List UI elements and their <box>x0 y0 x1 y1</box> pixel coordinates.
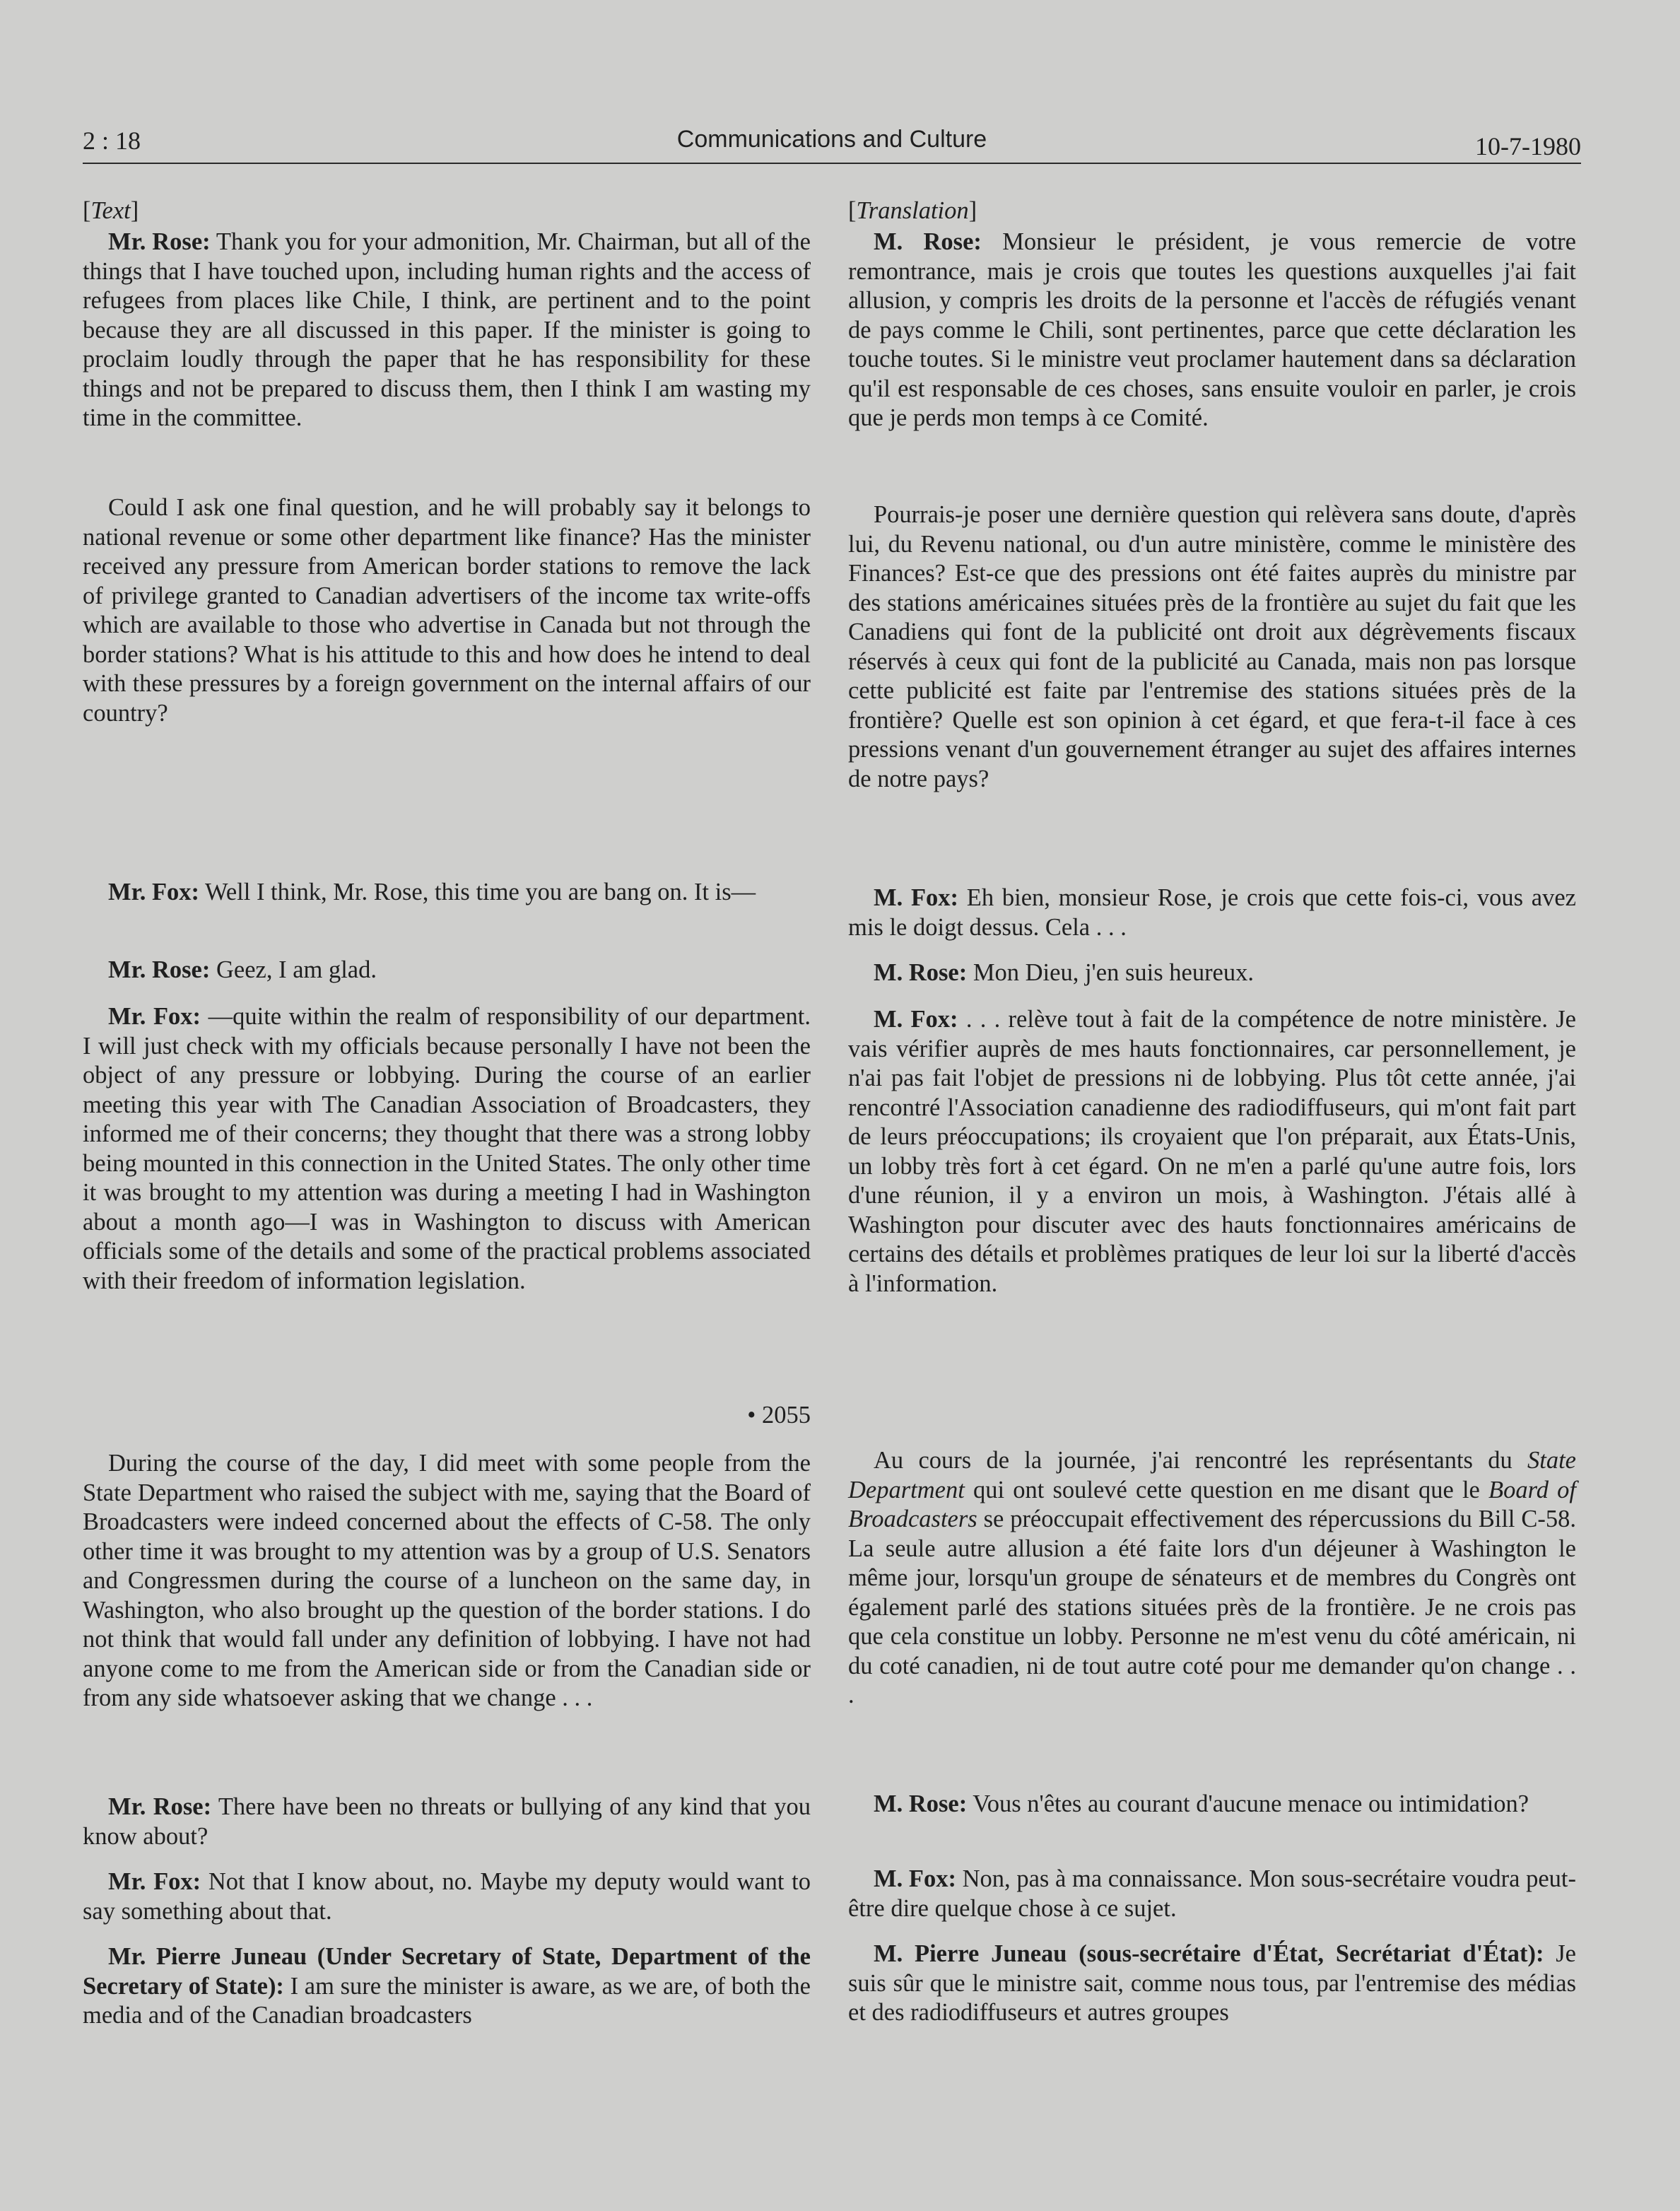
paragraph: Mr. Fox: —quite within the realm of responsibility of our department. I will just check with my officials because personally I have not been the object of any pressure or lobbying. During the course of an earlier meeting this year with The Canadian Association of Broadcasters, they informed me of their concerns; they thought that there was a strong lobby being mounted in this connection in the United States. The only other time it was brought to my attention was during a meeting I had in Washington about a month ago—I was in Washington to discuss with American officials some of the details and some of the practical problems associated with their freedom of information legislation. <box>83 1003 811 1294</box>
paragraph: Mr. Rose: There have been no threats or bullying of any kind that you know about? <box>83 1793 811 1850</box>
time-marker: • 2055 <box>747 1402 811 1429</box>
paragraph: Pourrais-je poser une dernière question qui relèvera sans doute, d'après lui, du Revenu national, ou d'un autre ministère, comme le ministère des Finances? Est-ce que des pressions ont été faites auprès du ministre par des stations américaines situées près de la frontière au sujet du fait que les Canadiens qui font de la publicité ont droit aux dégrèvements fiscaux réservés à ceux qui font de la publicité au Canada, mais non pas lorsque cette publicité est faite par l'entremise des stations situées près de la frontière? Quelle est son opinion à cet égard, et que fera-t-il face à ces pressions venant d'un gouvernement étranger au sujet des affaires internes de notre pays? <box>848 501 1576 792</box>
english-column <box>83 197 811 2190</box>
section-label-text: Translation <box>856 197 969 224</box>
speaker-name: M. Fox: <box>874 1006 958 1033</box>
paragraph: M. Pierre Juneau (sous-secrétaire d'État, Secrétariat d'État): Je suis sûr que le ministre sait, comme nous tous, par l'entremise des médias et des radiodiffuseurs et autres groupes <box>848 1940 1576 2026</box>
speaker-name: Mr. Rose: <box>108 956 211 983</box>
speaker-name: Mr. Fox: <box>108 1003 201 1030</box>
section-label: [Translation] <box>848 197 977 224</box>
paragraph: Mr. Pierre Juneau (Under Secretary of State, Department of the Secretary of State): I am sure the minister is aware, as we are, of both the media and of the Canadian broadcasters <box>83 1943 811 2029</box>
page-date: 10-7-1980 <box>1475 132 1581 160</box>
page-number: 2 : 18 <box>83 127 141 155</box>
speaker-name: Mr. Rose: <box>108 1793 212 1820</box>
page-title: Communications and Culture <box>676 126 987 153</box>
paragraph: Mr. Rose: Thank you for your admonition, Mr. Chairman, but all of the things that I have touched upon, including human rights and the access of refugees from places like Chile, I think, are pertinent and to the point because they are all discussed in this paper. If the minister is going to proclaim loudly through the paper that he has responsibility for these things and not be prepared to discuss them, then I think I am wasting my time in the committee. <box>83 228 811 431</box>
speaker-name: Mr. Pierre Juneau (Under Secretary of State, Department of the Secretary of State): <box>83 1943 811 2000</box>
paragraph: Au cours de la journée, j'ai rencontré les représentants du State Department qui ont soulevé cette question en me disant que le Board of Broadcasters se préoccupait effectivement des répercussions du Bill C-58. La seule autre allusion a été faite lors d'un déjeuner à Washington le même jour, lorsqu'un groupe de sénateurs et de membres du Congrès ont également parlé des stations situées près de la frontière. Je ne crois pas que cela constitue un lobby. Personne ne m'est venu du côté américain, ni du coté canadien, ni de tout autre coté pour me demander qu'on change . . . <box>848 1447 1577 1708</box>
speaker-name: M. Fox: <box>874 884 959 911</box>
section-label: [Text] <box>83 197 139 224</box>
paragraph: Mr. Rose: Geez, I am glad. <box>108 956 377 983</box>
speaker-name: Mr. Rose: <box>108 228 211 255</box>
paragraph: M. Rose: Monsieur le président, je vous remercie de votre remontrance, mais je crois que toutes les questions auxquelles j'ai fait allusion, y compris les droits de la personne et l'accès de réfugiés venant de pays comme le Chili, sont pertinentes, parce que cette déclaration les touche toutes. Si le ministre veut proclamer hautement dans sa déclaration qu'il est responsable de ces choses, sans ensuite vouloir en parler, je crois que je perds mon temps à ce Comité. <box>848 228 1576 431</box>
speaker-name: M. Rose: <box>874 959 968 986</box>
paragraph: M. Fox: Eh bien, monsieur Rose, je crois que cette fois-ci, vous avez mis le doigt dessus. Cela . . . <box>848 884 1576 941</box>
french-column <box>848 197 1576 2190</box>
speaker-name: M. Pierre Juneau (sous-secrétaire d'État, Secrétariat d'État): <box>874 1940 1544 1967</box>
paragraph: M. Rose: Vous n'êtes au courant d'aucune menace ou intimidation? <box>874 1790 1529 1817</box>
paragraph: Could I ask one final question, and he will probably say it belongs to national revenue or some other department like finance? Has the minister received any pressure from American border stations to remove the lack of privilege granted to Canadian advertisers of the income tax write-offs which are available to those who advertise in Canada but not through the border stations? What is his attitude to this and how does he intend to deal with these pressures by a foreign government on the internal affairs of our country? <box>83 494 811 727</box>
paragraph: Mr. Fox: Not that I know about, no. Maybe my deputy would want to say something about that. <box>83 1868 811 1925</box>
speaker-name: Mr. Fox: <box>108 1868 201 1895</box>
paragraph: During the course of the day, I did meet with some people from the State Department who raised the subject with me, saying that the Board of Broadcasters were indeed concerned about the effects of C-58. The only other time it was brought to my attention was by a group of U.S. Senators and Congressmen during the course of a luncheon on the same day, in Washington, who also brought up the question of the border stations. I do not think that would fall under any definition of lobbying. I have not had anyone come to me from the American side or from the Canadian side or from any side whatsoever asking that we change . . . <box>83 1450 811 1711</box>
speaker-name: Mr. Fox: <box>108 879 200 905</box>
speaker-name: M. Rose: <box>874 228 982 255</box>
paragraph: M. Fox: . . . relève tout à fait de la compétence de notre ministère. Je vais vérifier auprès de mes hauts fonctionnaires, car personnellement, je n'ai pas fait l'objet de pressions ni de lobbying. Plus tôt cette année, j'ai rencontré l'Association canadienne des radiodiffuseurs, qui m'ont fait part de leurs préoccupations; ils croyaient que l'on préparait, aux États-Unis, un lobby très fort à cet égard. On ne m'en a parlé qu'une autre fois, lors d'une réunion, il y a environ un mois, à Washington. J'étais allé à Washington pour discuter avec des hauts fonctionnaires américains de certains des détails et problèmes pratiques de leur loi sur la liberté d'accès à l'information. <box>848 1006 1576 1297</box>
speaker-name: M. Fox: <box>874 1865 956 1892</box>
paragraph: Mr. Fox: Well I think, Mr. Rose, this time you are bang on. It is— <box>108 879 756 905</box>
page-header <box>83 126 1581 164</box>
section-label-text: Text <box>90 197 131 224</box>
paragraph: M. Fox: Non, pas à ma connaissance. Mon sous-secrétaire voudra peut-être dire quelque chose à ce sujet. <box>848 1865 1576 1922</box>
paragraph: M. Rose: Mon Dieu, j'en suis heureux. <box>874 959 1254 986</box>
speaker-name: M. Rose: <box>874 1790 968 1817</box>
